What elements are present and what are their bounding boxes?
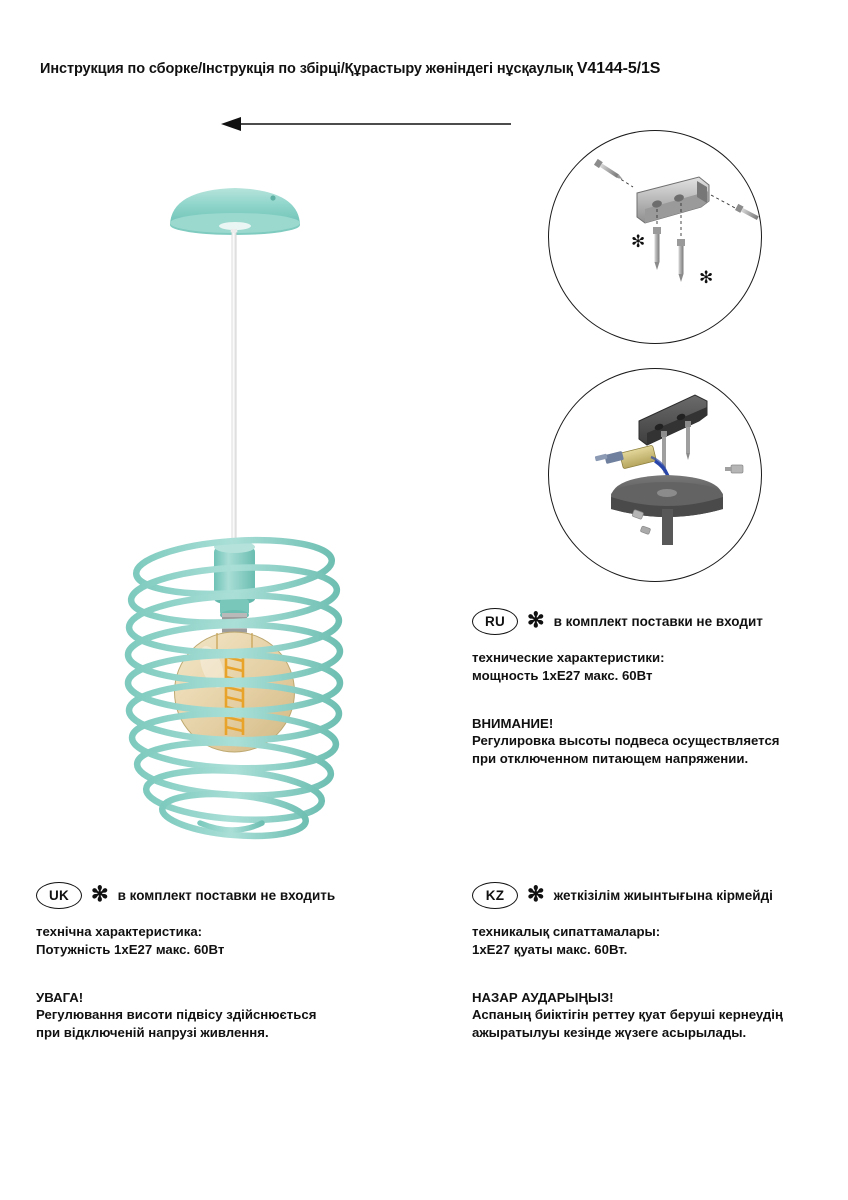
spec-value-ru: мощность 1хЕ27 макс. 60Вт [472, 667, 653, 683]
warning-title-kz: НАЗАР АУДАРЫҢЫЗ! [472, 989, 614, 1005]
spec-ru [472, 649, 832, 685]
mounting-bracket-detail [548, 130, 762, 344]
asterisk-icon: ✻ [91, 882, 109, 906]
ceiling-cup [170, 188, 300, 235]
asterisk-icon: ✻ [527, 608, 545, 632]
not-included-note-uk: в комплект поставки не входить [117, 887, 336, 903]
language-block-ru [472, 608, 832, 768]
pendant-lamp-drawing [0, 95, 470, 855]
lang-header-uk [36, 882, 396, 908]
lamp-illustration [0, 95, 470, 855]
screw-right [711, 195, 759, 221]
spec-value-uk: Потужність 1хЕ27 макс. 60Вт [36, 941, 225, 957]
svg-text:✻: ✻ [631, 232, 646, 252]
lang-header-kz [472, 882, 832, 908]
not-included-note-kz: жеткізілім жиынтығына кірмейді [553, 887, 773, 903]
not-included-note-ru: в комплект поставки не входит [553, 613, 763, 629]
asterisk-icon: ✻ [527, 882, 545, 906]
language-block-kz [472, 882, 832, 1042]
warning-line1-ru: Регулировка высоты подвеса осуществляется [472, 733, 780, 749]
spec-uk [36, 923, 396, 959]
bracket-bar [637, 177, 709, 223]
warning-line2-uk: при відключеній напрузі живлення. [36, 1025, 269, 1041]
screw-top-left [594, 159, 633, 187]
ceiling-cup-wiring-detail [548, 368, 762, 582]
mounting-direction-arrow [215, 113, 515, 143]
page-title [40, 60, 810, 78]
warning-kz [472, 989, 832, 1042]
warning-uk [36, 989, 396, 1042]
spec-title-ru: технические характеристики: [472, 650, 665, 665]
lang-badge-ru: RU [472, 608, 518, 635]
warning-title-ru: ВНИМАНИЕ! [472, 715, 554, 731]
warning-title-uk: УВАГА! [36, 989, 84, 1005]
page-title-text: Инструкция по сборке/Інструкція по збірці/Құрастыру жөніндегі нұсқаулық [40, 61, 573, 77]
warning-ru [472, 715, 832, 768]
warning-line2-ru: при отключенном питающем напряжении. [472, 751, 749, 767]
svg-text:✻: ✻ [699, 268, 714, 288]
lang-badge-uk: UK [36, 882, 82, 909]
suspension-wire [231, 229, 238, 547]
warning-line2-kz: ажыратылуы кезінде жүзеге асырылады. [472, 1025, 747, 1041]
screw-long-right [677, 203, 713, 288]
lang-header-ru [472, 608, 832, 634]
spec-kz [472, 923, 832, 959]
warning-line1-uk: Регулювання висоти підвісу здійснюється [36, 1007, 317, 1023]
spec-title-kz: техникалық сипаттамалары: [472, 924, 661, 939]
warning-line1-kz: Аспаның биіктігін реттеу қуат беруші кернеудің [472, 1007, 783, 1023]
lamp-socket [214, 541, 255, 620]
bracket-bar-dark [639, 395, 707, 445]
lang-badge-kz: KZ [472, 882, 518, 909]
spec-title-uk: технічна характеристика: [36, 924, 203, 939]
spec-value-kz: 1хЕ27 қуаты макс. 60Вт. [472, 941, 628, 957]
language-block-uk [36, 882, 396, 1042]
model-number: V4144-5/1S [576, 60, 661, 77]
ceiling-cup-dark [611, 475, 723, 545]
